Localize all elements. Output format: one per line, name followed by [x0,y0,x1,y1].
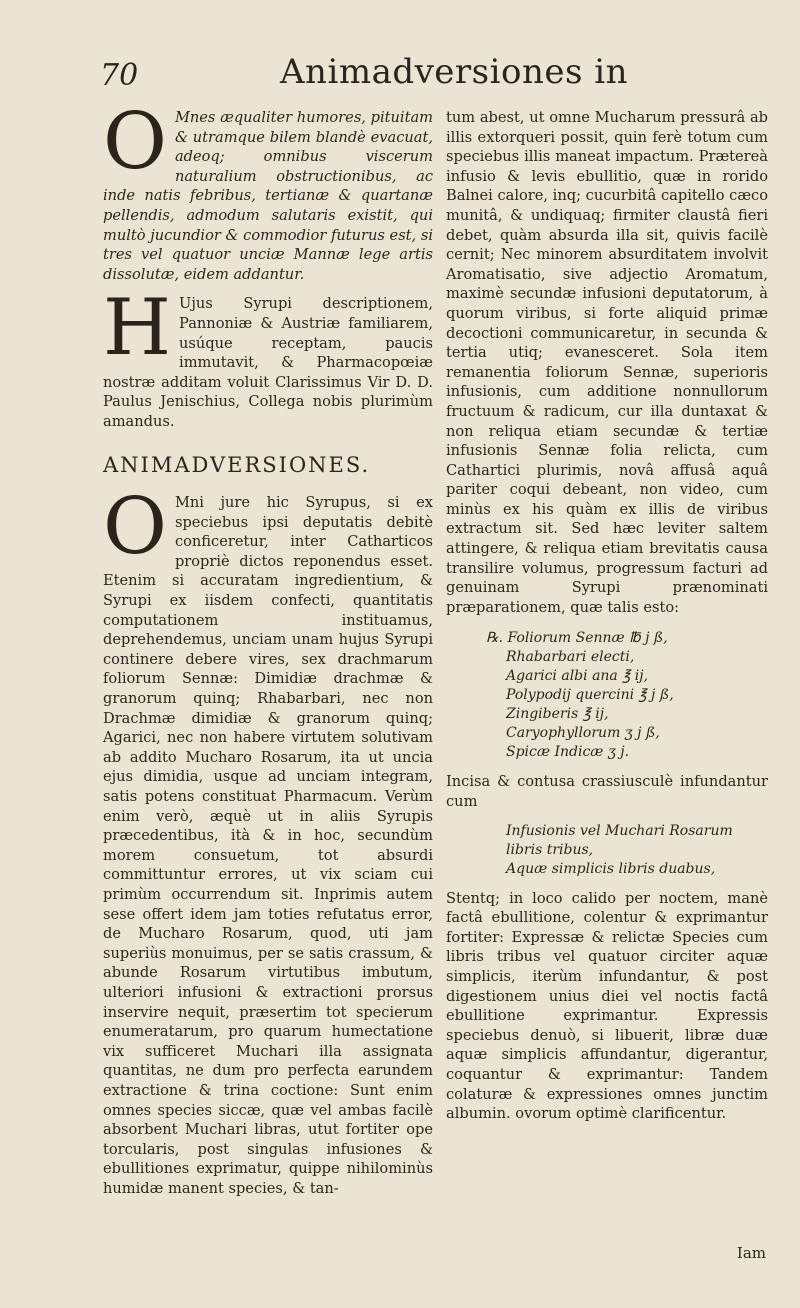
paragraph-text: Mni jure hic Syrupus, si ex speciebus ipsi deputatis debitè conficeretur, inter Catharticos propriè dictos reponendus esset. Etenim si accuratam ingredientium, & Syrupi ex iisdem confecti, quantitatis computationem instituamus, deprehendemus, unciam unam hujus Syrupi continere debere vires, sex drachmarum foliorum Sennæ: Dimidiæ drachmæ & granorum quinq; Rhabarbari, nec non Drachmæ dimidiæ & granorum quinq; Agarici, nec non habere virtutem solutivam ab addito Mucharo Rosarum, ita ut uncia ejus dimidia, usque ad unciam integram, satis potens constituat Pharmacum. Verùm enim verò, æquè ut in aliis Syrupis præcedentibus, ità & in hoc, secundùm morem consuetum, tot absurdi committuntur errores, ut vix sciam cui primùm occurrendum sit. Inprimis autem sese offert idem jam toties refutatus error, de Mucharo Rosarum, quod, uti jam superiùs monuimus, per se satis crassum, & abunde Rosarum virtutibus imbutum, ulteriori infusioni & extractioni prorsus inservire nequit, præsertim tot specierum enumeratarum, pro quarum humectatione vix sufficeret Muchari illa assignata quantitas, ne dum pro perfecta earundem extractione & trina coctione: Sunt enim omnes species siccæ, quæ vel ambas facilè absorbent Muchari libras, utut fortiter ope torcularis, post singulas infusiones & ebullitiones exprimatur, quippe nihilominùs humidæ manent species, & tan- [103,494,433,1197]
continued-paragraph: tum abest, ut omne Mucharum pressurâ ab illis extorqueri possit, quin ferè totum cum speciebus illis maneat impactum. Prætereà infusio & levis ebullitio, quæ in rorido Balnei calore, inq; cucurbitâ capitello cæco munitâ, & undiquaq; firmiter claustâ fieri debet, quàm absurda illa sit, quivis facilè cernit; Nec minorem absurditatem involvit Aromatisatio, sive adjectio Aromatum, maximè secundæ infusioni deputatorum, à quorum viribus, si forte aliquid primæ decoctioni communicaretur, in secunda & tertia utiq; evanesceret. Sola item remanentia foliorum Sennæ, superioris infusionis, cum additione nonnullorum fructuum & radicum, cur illa duntaxat & non reliqua etiam secundæ & tertiæ infusionis Sennæ folia relicta, cum Cathartici plurimis, novâ affusâ aquâ pariter coqui debeant, non video, cum minùs ex his quàm ex illis de viribus extractum sit. Sed hæc leviter saltem attingere, & reliqua etiam brevitatis causa transilire volumus, progressum facturi ad genuinam Syrupi prænominati præparationem, quæ talis esto: [446,109,768,616]
recipe-line: Rhabarbari electi, [506,649,635,666]
page-number: 70 [100,58,139,93]
infusion-line: Aquæ simplicis libris duabus, [506,860,716,877]
recipe-line: Polypodij quercini ℥ j ß, [506,687,674,704]
instruction-paragraph: Incisa & contusa crassiusculè infundantur cum [446,773,768,811]
section-heading: ANIMADVERSIONES. [103,452,371,477]
intro-paragraph [103,97,433,284]
recipe-line: Spicæ Indicæ ʒ j. [506,744,630,761]
catchword: Iam [736,1244,766,1262]
dropcap: O [103,97,167,187]
infusion-line: Infusionis vel Muchari Rosarum libris tribus, [506,822,733,858]
dropcap: O [103,482,167,573]
running-title: Animadversiones in [280,52,629,92]
recipe-line: Zingiberis ℥ ij, [506,706,609,723]
recipe-line: ℞. Foliorum Sennæ ℔ j ß, [486,630,668,647]
infusion-list [506,822,768,879]
right-column [446,108,768,1124]
animadversiones-paragraph [103,482,433,1198]
recipe-line: Caryophyllorum ʒ j ß, [506,725,660,742]
procedure-paragraph: Stentq; in loco calido per noctem, manè factâ ebullitione, colentur & exprimantur fortiter: Expressæ & relictæ Species cum libris tribus vel quatuor circiter aquæ simplicis, iterùm infundantur, & post digestionem unius diei vel noctis factâ ebullitione exprimantur. Expressis speciebus denuò, si libuerit, libræ duæ aquæ simplicis affundantur, digerantur, coquantur & exprimantur: Tandem colaturæ & expressiones omnes junctim albumin. ovorum optimè clarificentur. [446,889,768,1123]
description-paragraph [103,283,433,431]
paragraph-text: Mnes æqualiter humores, pituitam & utramque bilem blandè evacuat, adeoq; omnibus viscerum naturalium obstructionibus, ac inde natis febribus, tertianæ & quartanæ pellendis, admodum salutaris existit, qui multò jucundior & commodior futurus est, si tres vel quatuor unciæ Mannæ lege artis dissolutæ, eidem addantur. [103,109,433,283]
paragraph-text: Ujus Syrupi descriptionem, Pannoniæ & Austriæ familiarem, usúque receptam, paucis immutavit, & Pharmacopœiæ nostræ additam voluit Clarissimus Vir D. D. Paulus Jenischius, Collega nobis plurimùm amandus. [103,295,433,430]
recipe-list [486,629,768,762]
dropcap: H [103,283,172,374]
page-header [100,52,800,102]
left-column [103,97,433,1198]
recipe-line: Agarici albi ana ℥ ij, [506,668,649,685]
